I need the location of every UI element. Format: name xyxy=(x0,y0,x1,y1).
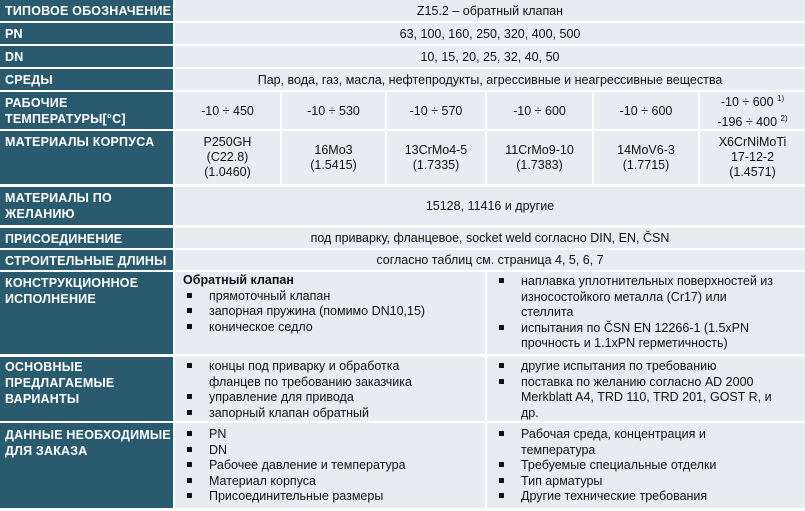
list-item: PN xyxy=(183,427,485,443)
list-item: Присоединительные размеры xyxy=(183,489,485,505)
material-line: (1.7383) xyxy=(516,157,563,172)
footnote-1: 1) xyxy=(777,94,785,104)
label-media: СРЕДЫ xyxy=(0,69,173,90)
value-dn: 10, 15, 20, 25, 32, 40, 50 xyxy=(175,46,805,67)
label-order xyxy=(0,423,173,508)
list-item-line: концы под приварку и обработка xyxy=(209,359,400,373)
order-left xyxy=(175,423,485,508)
label-dn: DN xyxy=(0,46,173,67)
row-materials xyxy=(0,131,805,184)
list-item-line: Рабочая среда, концентрация и xyxy=(521,427,706,441)
list-item: Другие технические требования xyxy=(495,489,805,505)
label-temperatures xyxy=(0,92,173,129)
value-pn: 63, 100, 160, 250, 320, 400, 500 xyxy=(175,23,805,44)
design-right xyxy=(487,272,805,354)
material-line: 16Mo3 xyxy=(314,142,353,157)
list-item xyxy=(495,321,805,352)
label-line: ДАННЫЕ НЕОБХОДИМЫЕ xyxy=(5,428,171,442)
material-line: (1.7715) xyxy=(622,157,670,172)
list-item-line: износостойкого металла (Cr17) или xyxy=(521,289,727,304)
row-order xyxy=(0,423,805,508)
list-item: Требуемые специальные отделки xyxy=(495,458,805,474)
label-temperatures-line1: РАБОЧИЕ xyxy=(5,96,68,110)
value-optional-materials: 15128, 11416 и другие xyxy=(175,187,805,225)
list-item-line: испытания по ČSN EN 12266-1 (1.5xPN xyxy=(521,320,750,335)
label-line: ИСПОЛНЕНИЕ xyxy=(5,292,96,306)
label-pn: PN xyxy=(0,23,173,44)
material-line: 11CrMo9-10 xyxy=(505,142,574,157)
temp-cell: -10 ÷ 600 xyxy=(594,92,698,129)
label-temperatures-line2: ТЕМПЕРАТУРЫ[°C] xyxy=(5,112,126,126)
list-item xyxy=(495,375,805,422)
label-line: ЖЕЛАНИЮ xyxy=(5,207,75,221)
label-line: ОСНОВНЫЕ xyxy=(5,360,83,374)
order-right xyxy=(487,423,805,508)
temp-last-line2: -196 ÷ 400 xyxy=(717,114,778,129)
material-cell xyxy=(282,131,385,184)
label-line: ВАРИАНТЫ xyxy=(5,392,80,406)
temp-cell: -10 ÷ 450 xyxy=(175,92,280,129)
temp-cell: -10 ÷ 600 xyxy=(487,92,592,129)
list-item: управление для привода xyxy=(183,390,485,406)
material-line: (C22.8) xyxy=(206,150,249,164)
material-cell xyxy=(387,131,485,184)
material-line: 17-12-2 xyxy=(730,150,775,164)
row-lengths xyxy=(0,250,805,270)
material-cell xyxy=(175,131,280,184)
value-lengths: согласно таблиц см. страница 4, 5, 6, 7 xyxy=(175,250,805,270)
temp-cell: -10 ÷ 570 xyxy=(387,92,485,129)
material-cell xyxy=(700,131,805,184)
list-item: другие испытания по требованию xyxy=(495,359,805,375)
list-item: запорная пружина (помимо DN10,15) xyxy=(183,304,485,320)
row-pn xyxy=(0,23,805,44)
material-line: 14MoV6-3 xyxy=(617,142,675,157)
list-item xyxy=(495,427,805,458)
material-cell xyxy=(487,131,592,184)
value-connection: под приварку, фланцевое, socket weld согласно DIN, EN, ČSN xyxy=(175,228,805,248)
list-item xyxy=(183,359,485,390)
list-item: Материал корпуса xyxy=(183,474,485,490)
footnote-2: 2) xyxy=(780,113,788,123)
design-left xyxy=(175,272,485,354)
label-connection: ПРИСОЕДИНЕНИЕ xyxy=(0,228,173,248)
list-item-line: фланцев по требованию заказчика xyxy=(209,374,412,389)
label-designation: ТИПОВОЕ ОБОЗНАЧЕНИЕ xyxy=(0,0,173,21)
label-optional-materials xyxy=(0,187,173,225)
value-designation: Z15.2 – обратный клапан xyxy=(175,0,805,21)
list-item-line: Merkblatt A4, TRD 110, TRD 201, GOST R, и xyxy=(521,390,772,404)
row-design xyxy=(0,272,805,354)
row-media xyxy=(0,69,805,90)
label-materials: МАТЕРИАЛЫ КОРПУСА xyxy=(0,131,173,184)
row-designation xyxy=(0,0,805,21)
label-line: ПРЕДЛАГАЕМЫЕ xyxy=(5,376,115,390)
list-item-line: наплавка уплотнительных поверхностей из xyxy=(521,274,774,288)
label-line: ДЛЯ ЗАКАЗА xyxy=(5,444,88,458)
temp-cell-last xyxy=(700,92,805,129)
list-item-line: стеллита xyxy=(521,305,574,319)
list-item: Рабочее давление и температура xyxy=(183,458,485,474)
material-line: X6CrNiMoTi xyxy=(718,135,787,149)
list-item-line: прочность и 1.1xPN герметичность) xyxy=(521,336,728,350)
list-item: прямоточный клапан xyxy=(183,289,485,305)
list-item-line: температура xyxy=(521,442,596,457)
list-item: Тип арматуры xyxy=(495,474,805,490)
list-item: запорный клапан обратный xyxy=(183,406,485,422)
temp-cell: -10 ÷ 530 xyxy=(282,92,385,129)
row-connection xyxy=(0,228,805,248)
list-item: DN xyxy=(183,443,485,459)
row-dn xyxy=(0,46,805,67)
list-item-line: поставка по желанию согласно AD 2000 xyxy=(521,374,754,389)
material-line: (1.4571) xyxy=(729,165,776,179)
label-design xyxy=(0,272,173,354)
label-variants xyxy=(0,357,173,421)
material-line: (1.7335) xyxy=(412,157,460,172)
variants-left xyxy=(175,357,485,421)
label-line: КОНСТРУКЦИОННОЕ xyxy=(5,276,139,290)
row-variants xyxy=(0,357,805,421)
variants-right xyxy=(487,357,805,421)
row-temperatures xyxy=(0,92,805,129)
material-line: P250GH xyxy=(203,135,252,149)
material-cell xyxy=(594,131,698,184)
list-item xyxy=(495,274,805,321)
design-title: Обратный клапан xyxy=(183,273,294,287)
material-line: (1.5415) xyxy=(310,157,357,172)
value-media: Пар, вода, газ, масла, нефтепродукты, агрессивные и неагрессивные вещества xyxy=(175,69,805,90)
material-line: 13CrMo4-5 xyxy=(404,142,468,157)
row-optional-materials xyxy=(0,187,805,225)
label-lengths: СТРОИТЕЛЬНЫЕ ДЛИНЫ xyxy=(0,250,173,270)
list-item-line: др. xyxy=(521,405,539,420)
material-line: (1.0460) xyxy=(204,165,251,179)
label-line: МАТЕРИАЛЫ ПО xyxy=(5,191,112,205)
temp-last-line1: -10 ÷ 600 xyxy=(720,95,774,110)
list-item: коническое седло xyxy=(183,320,485,336)
